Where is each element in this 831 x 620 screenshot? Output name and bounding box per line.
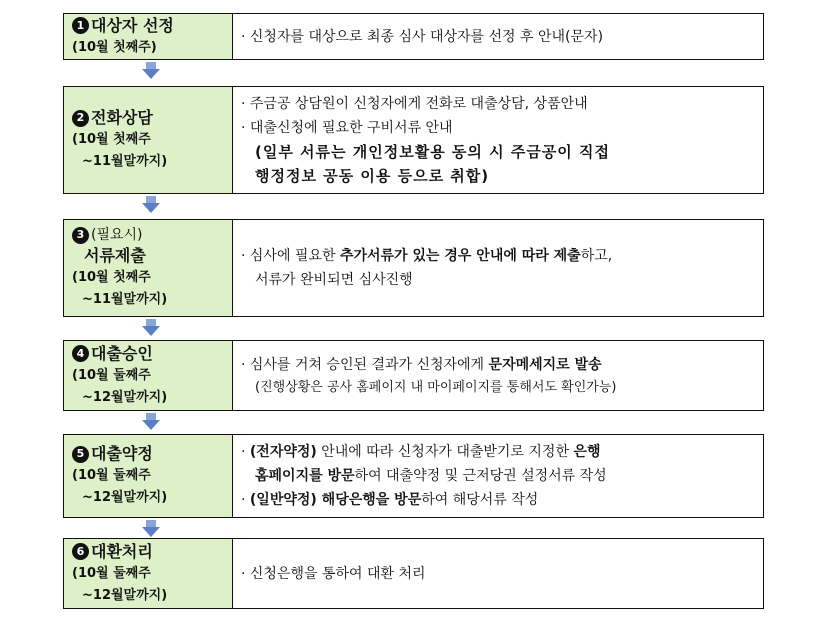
step-box — [63, 434, 764, 518]
step-period: (10월 둘째주 — [72, 367, 151, 383]
step-description-cell — [233, 539, 763, 608]
emphasis-text: (전자약정) — [249, 444, 317, 460]
description-line — [241, 562, 753, 586]
step-number-badge: 1 — [72, 17, 89, 34]
text: · 신청자를 대상으로 최종 심사 대상자를 선정 후 안내(문자) — [241, 28, 604, 45]
text: · 신청은행을 통하여 대환 처리 — [241, 565, 426, 582]
step-label-cell — [64, 220, 233, 316]
step-title — [72, 15, 174, 37]
description-line — [241, 116, 753, 140]
step-label-cell — [64, 435, 233, 517]
step-label-cell — [64, 14, 233, 59]
description-line — [241, 440, 753, 464]
step-period: (10월 첫째주 — [72, 270, 151, 285]
step-description-cell — [233, 14, 763, 59]
text: · — [241, 492, 250, 508]
step-period: ~11월말까지) — [82, 154, 168, 169]
step-number-badge: 5 — [72, 446, 89, 463]
emphasis-text: (일부 서류는 개인정보활용 동의 시 주금공이 직접 — [255, 143, 610, 161]
step-period: ~12월말까지) — [82, 389, 168, 405]
text: 하여 대출약정 및 근저당권 설정서류 작성 — [354, 468, 607, 484]
step-period: ~11월말까지) — [82, 292, 168, 307]
step-period: (10월 첫째주) — [72, 39, 157, 55]
step-title — [72, 541, 153, 563]
step-box — [63, 13, 764, 60]
description-line — [241, 25, 753, 49]
step-title-text: 대환처리 — [91, 541, 153, 561]
step-title-text: 전화상담 — [91, 108, 153, 127]
step-box — [63, 219, 764, 317]
step-period: ~12월말까지) — [82, 587, 168, 603]
step-title-text: 대출승인 — [91, 343, 153, 363]
step-description-cell — [233, 341, 763, 410]
text: · — [241, 444, 250, 460]
description-line — [241, 244, 753, 268]
step-description-cell — [233, 87, 763, 193]
step-number-badge: 2 — [72, 110, 89, 127]
step-label-cell — [64, 87, 233, 193]
text: 안내에 따라 신청자가 대출받기로 지정한 — [316, 444, 574, 460]
text: 하여 해당서류 작성 — [421, 492, 539, 508]
emphasis-text: 은행 — [573, 444, 601, 460]
description-line — [241, 140, 753, 164]
description-line — [241, 488, 753, 512]
step-box — [63, 86, 764, 194]
emphasis-text: 추가서류가 있는 경우 안내에 따라 제출 — [339, 248, 581, 264]
step-number-badge: 4 — [72, 345, 89, 362]
step-description-cell — [233, 435, 763, 517]
step-title-text: 대출약정 — [91, 444, 153, 463]
step-title — [72, 225, 143, 245]
step-label-cell — [64, 341, 233, 410]
step-period: (10월 첫째주 — [72, 132, 151, 147]
description-line — [241, 377, 753, 399]
emphasis-text: 홈페이지를 방문 — [255, 468, 355, 484]
text: · 대출신청에 필요한 구비서류 안내 — [241, 120, 453, 136]
emphasis-text: 행정정보 공동 이용 등으로 취합) — [255, 167, 490, 185]
step-description-cell — [233, 220, 763, 316]
step-period: (10월 둘째주 — [72, 565, 151, 581]
text: · 주금공 상담원이 신청자에게 전화로 대출상담, 상품안내 — [241, 96, 588, 112]
step-title-text: 서류제출 — [84, 246, 146, 265]
step-title — [72, 107, 153, 129]
step-number-badge: 3 — [72, 227, 89, 244]
step-period: (10월 둘째주 — [72, 468, 151, 483]
step-label-cell — [64, 539, 233, 608]
description-line — [241, 164, 753, 188]
step-box — [63, 538, 764, 609]
text: 하고, — [580, 248, 613, 264]
step-period: ~12월말까지) — [82, 490, 168, 505]
step-box — [63, 340, 764, 411]
description-line — [241, 268, 753, 292]
text: · 심사에 필요한 — [241, 248, 340, 264]
text: 서류가 완비되면 심사진행 — [255, 272, 413, 288]
text: · 심사를 거쳐 승인된 결과가 신청자에게 — [241, 356, 489, 373]
description-line — [241, 92, 753, 116]
step-title-text: 대상자 선정 — [91, 15, 174, 35]
description-line — [241, 464, 753, 488]
description-line — [241, 353, 753, 377]
emphasis-text: 문자메세지로 발송 — [488, 356, 602, 373]
step-prefix: (필요시) — [91, 227, 143, 243]
step-number-badge: 6 — [72, 543, 89, 560]
step-title — [72, 443, 153, 465]
step-title — [72, 343, 153, 365]
emphasis-text: (일반약정) 해당은행을 방문 — [249, 492, 422, 508]
text: (진행상황은 공사 홈페이지 내 마이페이지를 통해서도 확인가능) — [255, 379, 617, 395]
